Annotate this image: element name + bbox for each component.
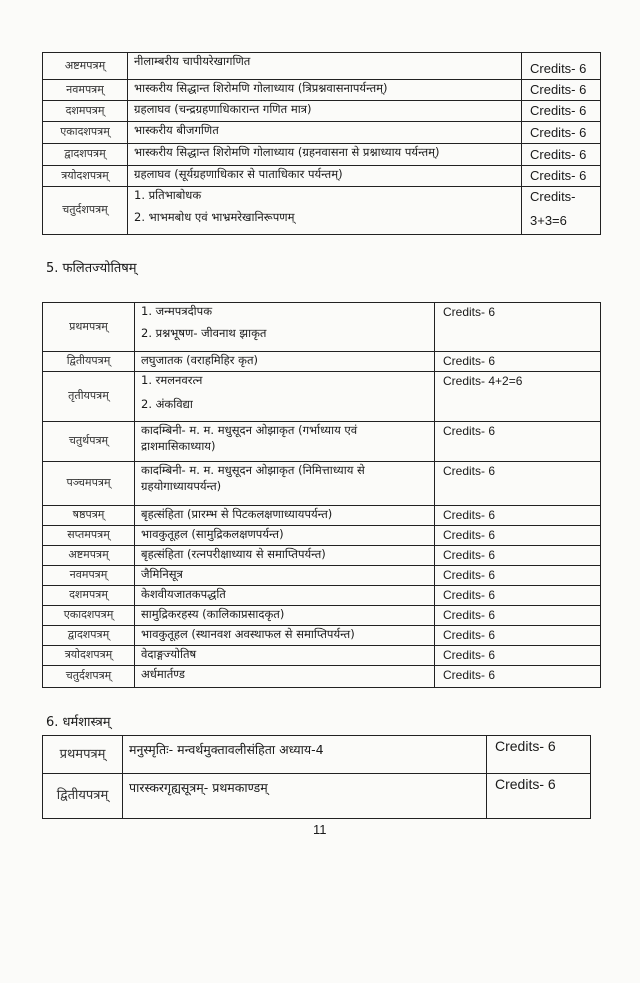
table-row [43,53,601,80]
course-title: पारस्करगृह्यसूत्रम्- प्रथमकाण्डम् [123,774,487,819]
credits-cell: Credits- 6 [435,646,601,666]
table-row [43,566,601,586]
paper-label: सप्तमपत्रम् [43,526,135,546]
table-row [43,586,601,606]
course-title: भास्करीय सिद्धान्त शिरोमणि गोलाध्याय (ग्रहनवासना से प्रश्नाध्याय पर्यन्तम्) [128,144,522,166]
section-heading-dharmashastra: 6. धर्मशास्त्रम् [46,715,111,730]
table-row [43,352,601,372]
paper-label: पञ्चमपत्रम् [43,462,135,506]
table-row [43,774,591,819]
course-title: जैमिनिसूत्र [135,566,435,586]
table-row [43,144,601,166]
course-title: भास्करीय बीजगणित [128,122,522,144]
paper-label: अष्टमपत्रम् [43,53,128,80]
course-title [135,422,435,462]
credits-line: 3+3=6 [530,212,567,228]
course-title: ग्रहलाघव (चन्द्रग्रहणाधिकारान्त गणित मात्र) [128,101,522,122]
paper-label: तृतीयपत्रम् [43,372,135,422]
table-row [43,626,601,646]
credits-cell: Credits- 6 [522,166,601,187]
course-line: ग्रहयोगाध्यायपर्यन्त) [141,478,222,493]
credits-cell: Credits- 6 [522,101,601,122]
course-title: भावकुतूहल (सामुद्रिकलक्षणपर्यन्त) [135,526,435,546]
course-line: 2. अंकविद्या [141,396,193,411]
credits-cell [522,187,601,235]
table-row [43,80,601,101]
table-row [43,666,601,688]
paper-label: नवमपत्रम् [43,80,128,101]
paper-label: द्वादशपत्रम् [43,144,128,166]
table-row [43,526,601,546]
course-title: अर्धमार्तण्ड [135,666,435,688]
course-title: लघुजातक (वराहमिहिर कृत) [135,352,435,372]
credits-cell: Credits- 4+2=6 [435,372,601,422]
course-title: सामुद्रिकरहस्य (कालिकाप्रसादकृत) [135,606,435,626]
course-line: कादम्बिनी- म. म. मधुसूदन ओझाकृत (गर्भाध्याय एवं [141,423,358,437]
credits-line: Credits- [530,189,576,204]
paper-label: त्रयोदशपत्रम् [43,166,128,187]
paper-label: चतुर्थपत्रम् [43,422,135,462]
course-line: 1. रमलनवरत्न [141,373,203,387]
paper-label: चतुर्दशपत्रम् [43,666,135,688]
table-row [43,166,601,187]
credits-cell: Credits- 6 [487,774,591,819]
paper-label: द्वितीयपत्रम् [43,774,123,819]
course-title: ग्रहलाघव (सूर्यग्रहणाधिकार से पाताधिकार पर्यन्तम्) [128,166,522,187]
credits-cell: Credits- 6 [435,462,601,506]
course-title: भास्करीय सिद्धान्त शिरोमणि गोलाध्याय (त्रिप्रश्नवासनापर्यन्तम्) [128,80,522,101]
credits-cell: Credits- 6 [522,80,601,101]
paper-label: दशमपत्रम् [43,586,135,606]
credits-cell: Credits- 6 [435,303,601,352]
paper-label: नवमपत्रम् [43,566,135,586]
credits-cell: Credits- 6 [435,526,601,546]
credits-cell: Credits- 6 [522,122,601,144]
credits-cell: Credits- 6 [435,606,601,626]
course-title: बृहत्संहिता (रत्नपरीक्षाध्याय से समाप्तिपर्यन्त) [135,546,435,566]
course-line: द्राशमासिकाध्याय) [141,438,216,453]
syllabus-table-phalita [42,302,601,688]
course-title [135,462,435,506]
credits-cell: Credits- 6 [435,352,601,372]
credits-cell: Credits- 6 [522,53,601,80]
course-title: वेदाङ्गज्योतिष [135,646,435,666]
course-line: 1. जन्मपत्रदीपक [141,304,213,318]
paper-label: एकादशपत्रम् [43,122,128,144]
course-line: 2. प्रश्नभूषण- जीवनाथ झाकृत [141,325,267,340]
credits-cell: Credits- 6 [435,626,601,646]
page-number: 11 [313,822,327,837]
credits-cell: Credits- 6 [435,422,601,462]
course-title: भावकुतूहल (स्थानवश अवस्थाफल से समाप्तिपर्यन्त) [135,626,435,646]
credits-cell: Credits- 6 [435,506,601,526]
paper-label: षष्ठपत्रम् [43,506,135,526]
table-row [43,646,601,666]
course-title: बृहत्संहिता (प्रारम्भ से पिटकलक्षणाध्यायपर्यन्त) [135,506,435,526]
paper-label: चतुर्दशपत्रम् [43,187,128,235]
syllabus-table-ganita [42,52,601,235]
course-title: मनुस्मृतिः- मन्वर्थमुक्तावलीसंहिता अध्याय-4 [123,736,487,774]
credits-cell: Credits- 6 [522,144,601,166]
course-line: 2. भाभमबोध एवं भाभ्रमरेखानिरूपणम् [134,209,295,224]
credits-cell: Credits- 6 [435,666,601,688]
table-row [43,606,601,626]
credits-cell: Credits- 6 [435,546,601,566]
table-row [43,546,601,566]
paper-label: प्रथमपत्रम् [43,736,123,774]
credits-cell: Credits- 6 [435,586,601,606]
paper-label: द्वितीयपत्रम् [43,352,135,372]
paper-label: दशमपत्रम् [43,101,128,122]
course-title [135,372,435,422]
course-title: नीलाम्बरीय चापीयरेखागणित [128,53,522,80]
course-title: केशवीयजातकपद्धति [135,586,435,606]
table-row [43,122,601,144]
credits-cell: Credits- 6 [487,736,591,774]
table-row [43,422,601,462]
table-row [43,187,601,235]
paper-label: प्रथमपत्रम् [43,303,135,352]
paper-label: द्वादशपत्रम् [43,626,135,646]
table-row [43,462,601,506]
table-row [43,506,601,526]
table-row [43,372,601,422]
course-line: 1. प्रतिभाबोधक [134,188,202,202]
course-title [128,187,522,235]
table-row [43,101,601,122]
section-heading-phalita: 5. फलितज्योतिषम् [46,261,137,276]
paper-label: त्रयोदशपत्रम् [43,646,135,666]
course-line: कादम्बिनी- म. म. मधुसूदन ओझाकृत (निमित्ताध्याय से [141,463,365,477]
table-row [43,736,591,774]
paper-label: अष्टमपत्रम् [43,546,135,566]
course-title [135,303,435,352]
paper-label: एकादशपत्रम् [43,606,135,626]
syllabus-table-dharmashastra [42,735,591,819]
table-row [43,303,601,352]
credits-cell: Credits- 6 [435,566,601,586]
